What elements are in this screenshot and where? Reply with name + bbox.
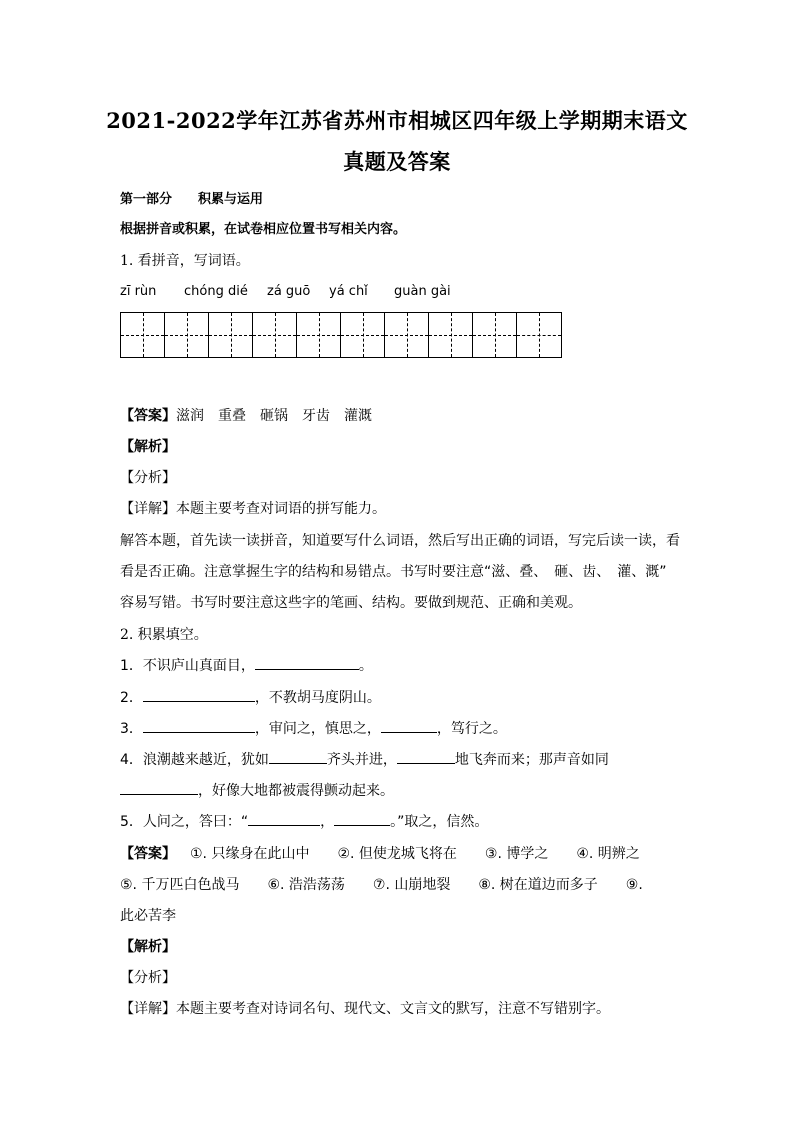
- q2-answer-line2: ⑤. 千万匹白色战马 ⑥. 浩浩荡荡 ⑦. 山崩地裂 ⑧. 树在道边而多子 ⑨.: [120, 877, 643, 893]
- detail-text: 本题主要考查对诗词名句、现代文、文言文的默写，注意不写错别字。: [176, 1001, 610, 1017]
- answer-text-1: ①. 只缘身在此山中 ②. 但使龙城飞将在 ③. 博学之 ④. 明辨之: [190, 846, 640, 862]
- document-title-line2: 真题及答案: [343, 149, 451, 174]
- item3-text-c: ，笃行之。: [436, 721, 507, 737]
- item1-blank[interactable]: [255, 655, 359, 670]
- pinyin-3: zá guō: [267, 284, 311, 299]
- item2-blank[interactable]: [143, 687, 255, 702]
- item4-text-a: 4．浪潮越来越近，犹如: [120, 752, 269, 768]
- pinyin-1: zī rùn: [120, 284, 157, 299]
- item4-text-c: 地飞奔而来；那声音如同: [454, 752, 609, 768]
- item2-text-b: ，不教胡马度阴山。: [254, 690, 381, 706]
- item4-blank-3[interactable]: [120, 780, 198, 795]
- grid-cell: [385, 313, 429, 357]
- q2-item2: [120, 687, 381, 707]
- item5-blank-1[interactable]: [248, 811, 320, 826]
- q2-analysis-label: 【解析】: [120, 939, 176, 955]
- pinyin-2: chóng dié: [184, 284, 248, 299]
- item5-text-b: ，: [320, 814, 335, 830]
- q2-prompt: 2. 积累填空。: [120, 627, 208, 643]
- detail-label: 【详解】: [120, 1001, 176, 1017]
- item3-text-b: ，审问之，慎思之，: [254, 721, 381, 737]
- item4-text-d: ，好像大地都被震得颤动起来。: [198, 783, 394, 799]
- q1-analysis-label: 【解析】: [120, 439, 176, 455]
- q2-detail: [120, 998, 610, 1018]
- q2-item1: [120, 655, 373, 675]
- answer-text: 滋润 重叠 砸锅 牙齿 灌溉: [176, 408, 372, 424]
- q1-explain-line1: 解答本题，首先读一读拼音，知道要写什么词语，然后写出正确的词语，写完后读一读，看: [120, 533, 680, 549]
- item5-text-a: 5．人问之，答曰：“: [120, 814, 249, 830]
- grid-cell: [341, 313, 385, 357]
- q2-answer-line3: 此必苦李: [120, 908, 176, 924]
- grid-cell: [473, 313, 517, 357]
- grid-cell: [165, 313, 209, 357]
- q2-fenxi-label: 【分析】: [120, 970, 176, 986]
- q2-item4: [120, 749, 609, 769]
- part-heading: 第一部分 积累与运用: [120, 192, 264, 207]
- answer-label: 【答案】: [120, 408, 176, 424]
- answer-label: 【答案】: [120, 846, 176, 862]
- item4-blank-2[interactable]: [397, 749, 455, 764]
- q1-detail: [120, 498, 386, 518]
- item4-blank-1[interactable]: [269, 749, 327, 764]
- q2-answer-line1: [120, 843, 640, 863]
- q2-item4-cont: [120, 780, 394, 800]
- item4-text-b: 齐头并进，: [326, 752, 397, 768]
- grid-cell: [429, 313, 473, 357]
- q2-item3: [120, 718, 507, 738]
- item5-text-c: 。”取之，信然。: [390, 814, 489, 830]
- item5-blank-2[interactable]: [334, 811, 390, 826]
- detail-label: 【详解】: [120, 501, 176, 517]
- item3-text-a: 3．: [120, 721, 143, 737]
- q1-explain-line3: 容易写错。书写时要注意这些字的笔画、结构。要做到规范、正确和美观。: [120, 595, 582, 611]
- q1-explain-line2: 看是否正确。注意掌握生字的结构和易错点。书写时要注意“滋、叠、 砸、齿、 灌、溉”: [120, 564, 667, 580]
- q2-item5: [120, 811, 488, 831]
- grid-cell: [209, 313, 253, 357]
- pinyin-row: [120, 284, 451, 299]
- grid-cell: [297, 313, 341, 357]
- writing-grid: [120, 312, 562, 358]
- document-title-line1: 2021-2022学年江苏省苏州市相城区四年级上学期期末语文: [106, 108, 688, 133]
- pinyin-5: guàn gài: [394, 284, 451, 299]
- detail-text: 本题主要考查对词语的拼写能力。: [176, 501, 386, 517]
- item1-text-a: 1．不识庐山真面目，: [120, 658, 255, 674]
- q1-fenxi-label: 【分析】: [120, 470, 176, 486]
- item3-blank-2[interactable]: [381, 718, 437, 733]
- grid-cell: [121, 313, 165, 357]
- item2-text-a: 2．: [120, 690, 143, 706]
- q1-answer: [120, 405, 372, 425]
- pinyin-4: yá chǐ: [329, 284, 368, 299]
- grid-cell: [517, 313, 561, 357]
- grid-cell: [253, 313, 297, 357]
- item3-blank-1[interactable]: [143, 718, 255, 733]
- q1-prompt: 1. 看拼音，写词语。: [120, 253, 250, 269]
- instruction: 根据拼音或积累，在试卷相应位置书写相关内容。: [120, 222, 407, 237]
- item1-text-b: 。: [358, 658, 373, 674]
